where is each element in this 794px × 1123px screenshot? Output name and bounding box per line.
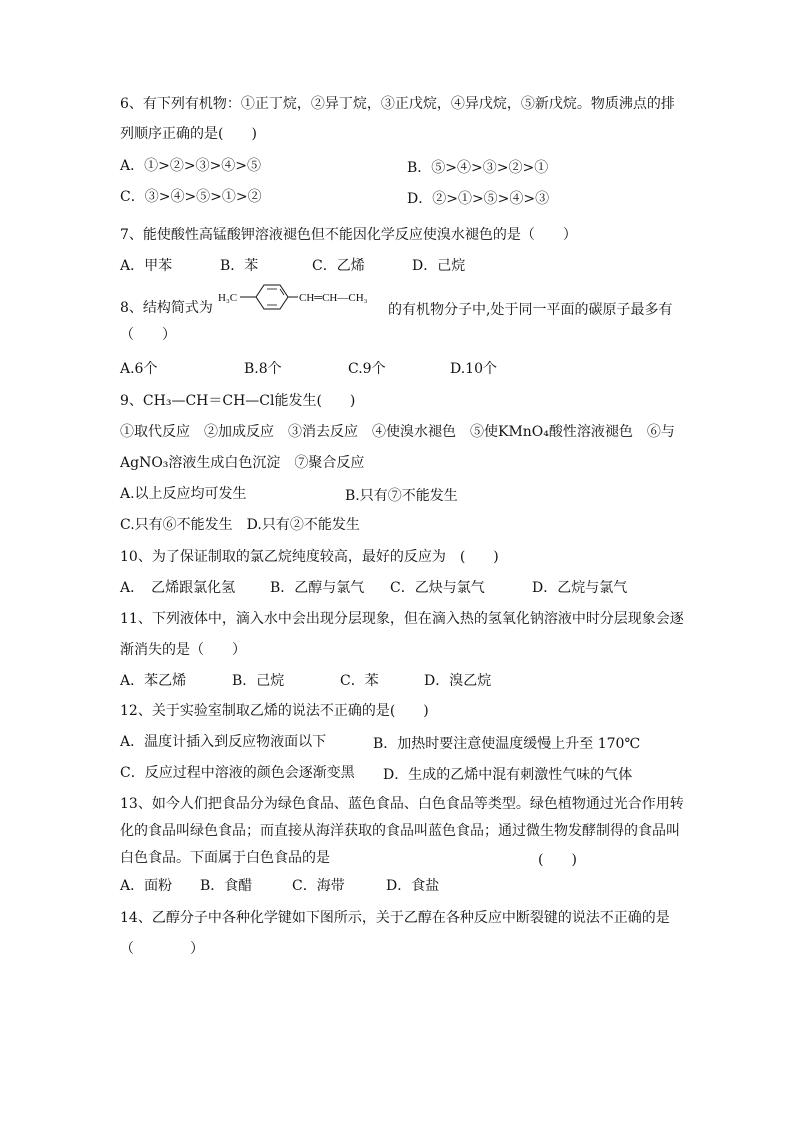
q6-option-a: A．①>②>③>④>⑤ — [120, 158, 262, 174]
q8-options — [120, 360, 497, 378]
q9-reaction-list-line2: AgNO₃溶液生成白色沉淀 ⑦聚合反应 — [120, 455, 365, 471]
q13-paren: ( ) — [538, 852, 577, 868]
q14-stem-line2: （ ） — [120, 941, 204, 957]
q11-option-c: C．苯 — [340, 673, 379, 689]
q10-options — [120, 579, 627, 597]
structure-methyl-label: H₃C — [218, 292, 238, 304]
q12-option-c: C．反应过程中溶液的颜色会逐渐变黑 — [120, 765, 355, 781]
q9-option-cd: C.只有⑥不能发生 D.只有②不能发生 — [120, 517, 360, 533]
q7-option-b: B．苯 — [220, 258, 259, 274]
q7-option-a: A．甲苯 — [120, 258, 173, 274]
q13-option-a: A．面粉 — [120, 878, 173, 894]
q8-option-c: C.9个 — [348, 361, 386, 377]
q8-option-b: B.8个 — [244, 361, 282, 377]
q13-option-c: C．海带 — [292, 878, 345, 894]
q11-option-b: B．己烷 — [232, 673, 285, 689]
q8-paren: （ ） — [120, 327, 176, 343]
q9-option-a: A.以上反应均可发生 — [120, 486, 247, 502]
q13-stem-line1: 13、如今人们把食品分为绿色食品、蓝色食品、白色食品等类型。绿色植物通过光合作用转 — [120, 796, 684, 812]
q13-option-b: B．食醋 — [200, 878, 253, 894]
q10-option-d: D．乙烷与氯气 — [532, 580, 628, 596]
q6-stem-line2: 列顺序正确的是( ) — [120, 126, 257, 142]
q12-stem: 12、关于实验室制取乙烯的说法不正确的是( ) — [120, 703, 429, 719]
q12-option-d: D．生成的乙烯中混有刺激性气味的气体 — [383, 767, 633, 783]
q8-prefix: 8、结构简式为 — [120, 300, 213, 316]
q7-option-d: D．己烷 — [412, 258, 466, 274]
q6-option-c: C．③>④>⑤>①>② — [120, 189, 262, 205]
q7-stem: 7、能使酸性高锰酸钾溶液褪色但不能因化学反应使溴水褪色的是（ ） — [120, 227, 577, 243]
q11-option-d: D．溴乙烷 — [424, 673, 492, 689]
q10-stem: 10、为了保证制取的氯乙烷纯度较高，最好的反应为 ( ) — [120, 549, 499, 565]
q8-suffix: 的有机物分子中,处于同一平面的碳原子最多有 — [388, 302, 673, 318]
q11-stem-line2: 渐消失的是（ ） — [120, 642, 246, 658]
q9-reaction-list-line1: ①取代反应 ②加成反应 ③消去反应 ④使溴水褪色 ⑤使KMnO₄酸性溶液褪色 ⑥与 — [120, 424, 675, 440]
q6-option-d: D．②>①>⑤>④>③ — [407, 191, 550, 207]
q6-stem-line1: 6、有下列有机物：①正丁烷，②异丁烷，③正戊烷，④异戊烷，⑤新戊烷。物质沸点的排 — [120, 96, 675, 112]
q13-option-d: D．食盐 — [386, 878, 440, 894]
q7-option-c: C．乙烯 — [312, 258, 365, 274]
q13-options — [120, 877, 439, 895]
q11-stem-line1: 11、下列液体中，滴入水中会出现分层现象，但在滴入热的氢氧化钠溶液中时分层现象会逐 — [120, 611, 684, 627]
q8-structure-formula — [218, 282, 386, 312]
q8-option-a: A.6个 — [120, 361, 158, 377]
q11-options — [120, 672, 491, 690]
q11-option-a: A．苯乙烯 — [120, 673, 187, 689]
q14-stem-line1: 14、乙醇分子中各种化学键如下图所示，关于乙醇在各种反应中断裂键的说法不正确的是 — [120, 910, 670, 926]
q9-stem: 9、CH₃—CH＝CH—Cl能发生( ) — [120, 393, 356, 409]
q12-option-b: B．加热时要注意使温度缓慢上升至 170℃ — [373, 736, 641, 752]
q6-option-b: B．⑤>④>③>②>① — [407, 160, 549, 176]
q7-options — [120, 257, 465, 275]
q12-option-a: A．温度计插入到反应物液面以下 — [120, 734, 327, 750]
structure-chain-label: CH═CH—CH₃ — [299, 292, 368, 304]
q8-option-d: D.10个 — [450, 361, 497, 377]
toluene-vinyl-structure-icon — [218, 282, 386, 312]
q9-option-b: B.只有⑦不能发生 — [345, 488, 458, 504]
q13-stem-line2: 化的食品叫绿色食品；而直接从海洋获取的食品叫蓝色食品；通过微生物发酵制得的食品叫 — [120, 823, 680, 839]
q10-option-a: A． 乙烯跟氯化氢 — [120, 580, 236, 596]
q13-stem-line3: 白色食品。下面属于白色食品的是 — [120, 850, 330, 866]
q10-option-c: C．乙炔与氯气 — [390, 580, 485, 596]
q10-option-b: B．乙醇与氯气 — [270, 580, 365, 596]
